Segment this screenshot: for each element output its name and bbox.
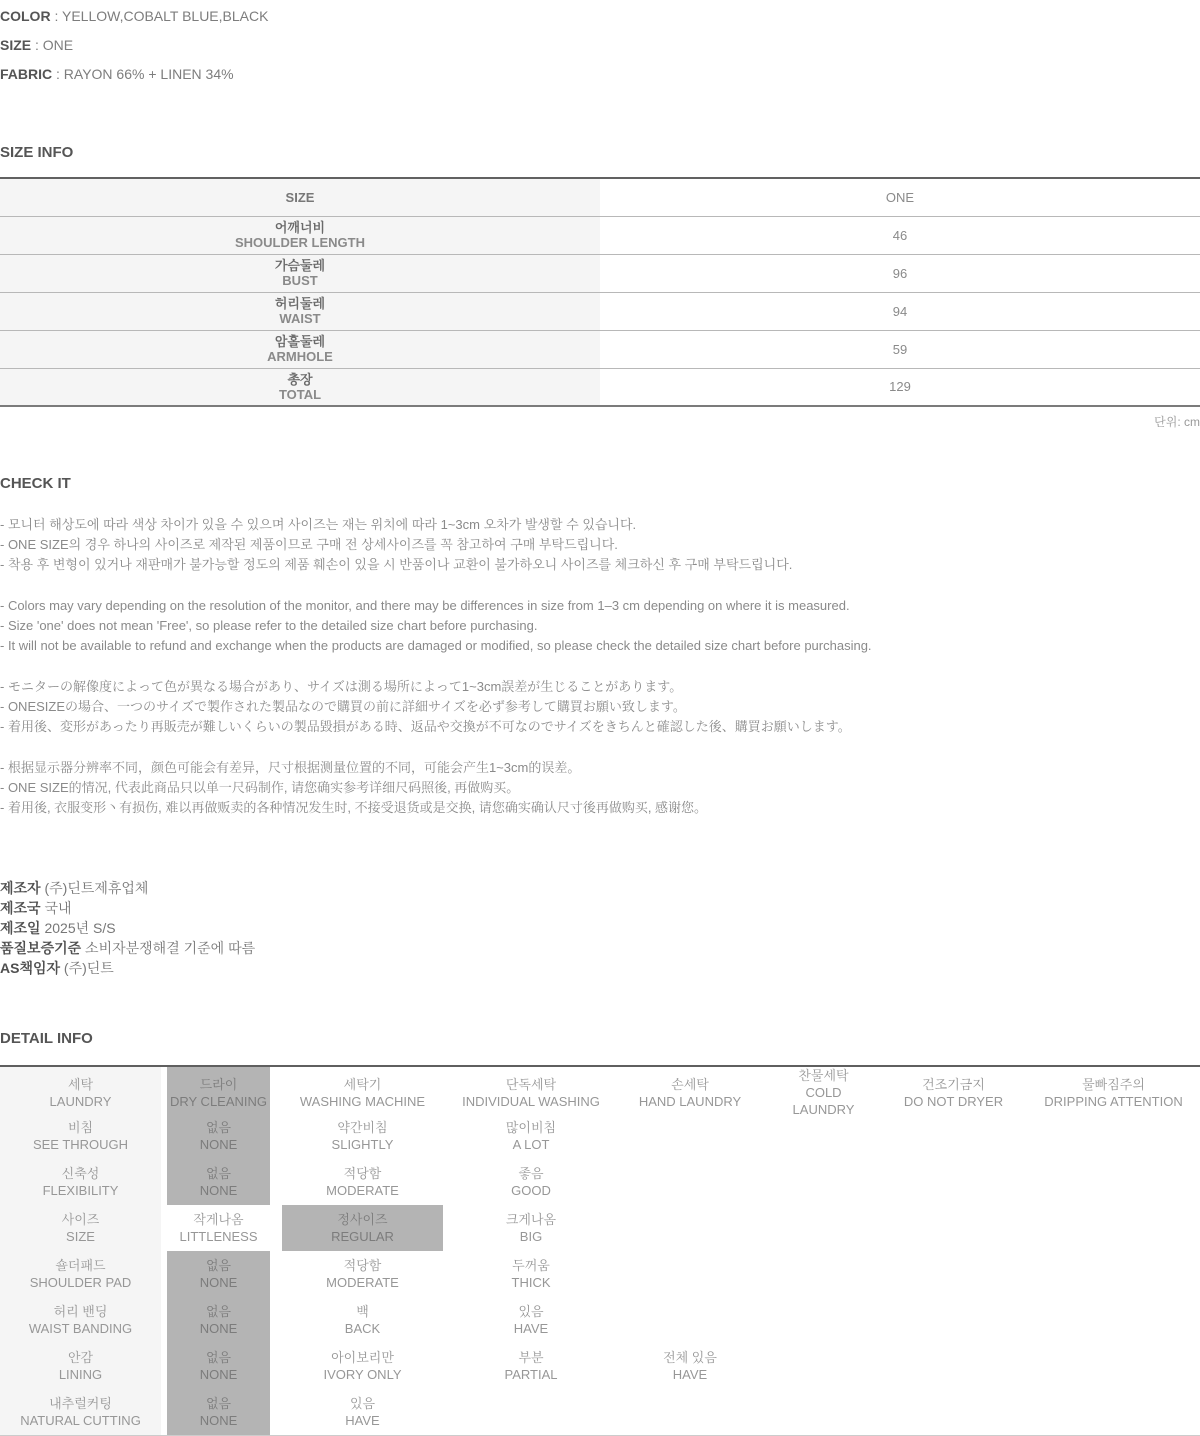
detail-row-label-en: SIZE <box>66 1229 95 1244</box>
detail-option <box>449 1159 613 1205</box>
size-table-header-row <box>0 178 1200 216</box>
manufacturer-row-value: 2025년 S/S <box>40 920 116 936</box>
detail-row-label-en: WAIST BANDING <box>28 1321 133 1336</box>
detail-option-en: REGULAR <box>331 1229 394 1244</box>
detail-option-en: DRY CLEANING <box>169 1093 268 1109</box>
note-line: - モニターの解像度によって色が異なる場合があり、サイズは測る場所によって1~3cm誤差が生じることがあります。 <box>0 679 683 694</box>
size-value: ONE <box>42 37 74 53</box>
measurement-value: 96 <box>892 265 908 281</box>
detail-option-en: WASHING MACHINE <box>299 1093 426 1109</box>
manufacturer-row-label: AS책임자 <box>0 960 61 976</box>
size-table-row <box>0 254 1200 292</box>
detail-option <box>276 1067 449 1118</box>
detail-option <box>276 1159 449 1205</box>
measurement-value: 129 <box>889 379 911 395</box>
detail-option-en: HAVE <box>672 1367 708 1382</box>
measurement-label <box>0 330 600 368</box>
detail-row-label <box>0 1297 161 1343</box>
measurement-label-kr: 총장 <box>287 371 313 387</box>
size-table-header-label: SIZE <box>0 178 600 216</box>
detail-row-label-kr: 세탁 <box>67 1076 94 1092</box>
measurement-value: 94 <box>892 303 908 319</box>
notes-korean <box>0 515 1200 575</box>
note-line: - ONE SIZE의 경우 하나의 사이즈로 제작된 제품이므로 구매 전 상세사이즈를 꼭 참고하여 구매 부탁드립니다. <box>0 537 618 552</box>
manufacturer-row <box>0 898 1200 918</box>
detail-option-kr: 드라이 <box>199 1076 238 1092</box>
detail-option-kr: 세탁기 <box>343 1076 382 1092</box>
note-line: - 착용 후 변형이 있거나 재판매가 불가능할 정도의 제품 훼손이 있을 시 반품이나 교환이 불가하오니 사이즈를 체크하신 후 구매 부탁드립니다. <box>0 557 793 572</box>
detail-option-kr: 적당함 <box>343 1166 382 1181</box>
detail-option-selected <box>161 1113 276 1159</box>
detail-row <box>0 1343 1200 1389</box>
detail-row-label <box>0 1343 161 1389</box>
color-label: COLOR <box>0 8 51 24</box>
check-it-heading: CHECK IT <box>0 475 71 492</box>
detail-option-en: IVORY ONLY <box>323 1367 402 1382</box>
detail-option-selected <box>161 1159 276 1205</box>
measurement-label-kr: 가슴둘레 <box>274 258 326 273</box>
manufacturer-row-label: 품질보증기준 <box>0 940 82 956</box>
detail-option-en: HAVE <box>345 1413 380 1428</box>
detail-option-kr: 있음 <box>518 1304 544 1319</box>
color-line <box>0 8 1200 24</box>
detail-row <box>0 1389 1200 1435</box>
manufacturer-row-value: 국내 <box>40 900 72 916</box>
fabric-value: RAYON 66% + LINEN 34% <box>63 66 234 82</box>
size-table-body <box>0 178 1200 406</box>
detail-option-en: LITTLENESS <box>179 1229 258 1244</box>
detail-row-label-kr: 비침 <box>67 1120 94 1135</box>
detail-option-kr: 단독세탁 <box>505 1076 557 1092</box>
detail-option-en: SLIGHTLY <box>331 1137 394 1152</box>
measurement-label-kr: 허리둘레 <box>274 296 326 311</box>
detail-option-en: GOOD <box>511 1183 551 1198</box>
detail-row <box>0 1297 1200 1343</box>
note-line: - 根据显示器分辨率不同，颜色可能会有差异，尺寸根据测量位置的不同，可能会产生1~3cm的误差。 <box>0 760 581 775</box>
detail-option-kr: 정사이즈 <box>337 1212 388 1227</box>
detail-option-selected <box>276 1205 449 1251</box>
detail-row-label-en: LINING <box>58 1367 103 1382</box>
size-label: SIZE <box>0 37 32 53</box>
detail-option-en: A LOT <box>512 1137 550 1152</box>
detail-row-label <box>0 1159 161 1205</box>
note-line: - Size 'one' does not mean 'Free', so please refer to the detailed size chart before purchasing. <box>0 618 538 633</box>
detail-option-en: NONE <box>199 1137 238 1152</box>
size-table-row <box>0 292 1200 330</box>
detail-option-kr: 많이비침 <box>505 1120 557 1135</box>
color-value: YELLOW,COBALT BLUE,BLACK <box>61 8 269 24</box>
detail-row-label <box>0 1113 161 1159</box>
detail-option-selected <box>161 1251 276 1297</box>
detail-option-kr: 물빠짐주의 <box>1082 1076 1145 1092</box>
detail-option-kr: 있음 <box>349 1396 376 1411</box>
unit-note: 단위: cm <box>1154 415 1200 429</box>
measurement-label <box>0 368 600 406</box>
detail-row-label-kr: 숄더패드 <box>55 1258 106 1273</box>
detail-option-en: NONE <box>199 1275 238 1290</box>
detail-option-en: HAND LAUNDRY <box>638 1093 742 1109</box>
notes-chinese <box>0 758 1200 818</box>
detail-row <box>0 1113 1200 1159</box>
detail-option <box>449 1297 613 1343</box>
size-table-row <box>0 330 1200 368</box>
detail-row-label-kr: 내추럴커팅 <box>49 1396 112 1411</box>
detail-option-selected <box>161 1297 276 1343</box>
detail-row-label <box>0 1205 161 1251</box>
detail-option-kr: 없음 <box>205 1166 232 1181</box>
measurement-label-en: TOTAL <box>278 386 322 402</box>
detail-option-kr: 작게나옴 <box>193 1212 244 1227</box>
detail-option-kr: 전체 있음 <box>663 1350 717 1365</box>
detail-option-selected <box>161 1389 276 1435</box>
detail-option-en: MODERATE <box>326 1275 399 1290</box>
size-table <box>0 177 1200 407</box>
detail-row-label-en: SHOULDER PAD <box>29 1275 132 1290</box>
detail-option-kr: 적당함 <box>343 1258 382 1273</box>
detail-option-en: DO NOT DRYER <box>903 1093 1004 1109</box>
note-line: - ONESIZEの場合、一つのサイズで製作された製品なので購買の前に詳細サイズを必ず参考して購買お願い致します。 <box>0 699 686 714</box>
measurement-value: 46 <box>892 227 908 243</box>
detail-row-label-en: SEE THROUGH <box>32 1137 129 1152</box>
note-line: - Colors may vary depending on the resolution of the monitor, and there may be differences in size from 1–3 cm depending on where it is measured. <box>0 598 850 613</box>
detail-option-en: NONE <box>199 1183 238 1198</box>
detail-option-kr: 없음 <box>205 1350 232 1365</box>
detail-option <box>1027 1067 1200 1118</box>
detail-option-kr: 부분 <box>518 1350 544 1365</box>
detail-row-label-kr: 신축성 <box>61 1166 100 1181</box>
note-line: - ONE SIZE的情况, 代表此商品只以单一尺码制作, 请您确实参考详细尺码照後, 再做购买。 <box>0 780 520 795</box>
measurement-label-en: WAIST <box>279 311 321 326</box>
manufacturer-row <box>0 918 1200 938</box>
measurement-label-en: ARMHOLE <box>267 349 333 364</box>
measurement-label <box>0 216 600 254</box>
measurement-label-en: SHOULDER LENGTH <box>235 235 365 250</box>
detail-row <box>0 1205 1200 1251</box>
detail-row-label-en: FLEXIBILITY <box>42 1183 119 1198</box>
detail-option-kr: 크게나옴 <box>505 1212 557 1227</box>
detail-row-label-en: LAUNDRY <box>49 1093 112 1109</box>
detail-row-label <box>0 1389 161 1435</box>
fabric-line <box>0 66 1200 82</box>
detail-option-en: NONE <box>199 1321 238 1336</box>
detail-option <box>880 1067 1027 1118</box>
manufacturer-row-value: (주)딘트제휴업체 <box>40 880 149 896</box>
note-line: - 모니터 해상도에 따라 색상 차이가 있을 수 있으며 사이즈는 재는 위치에 따라 1~3cm 오차가 발생할 수 있습니다. <box>0 517 637 532</box>
size-info-heading: SIZE INFO <box>0 144 74 161</box>
detail-row-label-kr: 사이즈 <box>61 1212 100 1227</box>
detail-option <box>449 1113 613 1159</box>
measurement-value: 59 <box>892 341 908 357</box>
detail-option-kr: 아이보리만 <box>331 1350 394 1365</box>
manufacturer-row-label: 제조일 <box>0 920 41 936</box>
detail-option <box>276 1389 449 1435</box>
detail-option-kr: 찬물세탁 <box>798 1068 849 1083</box>
detail-option-en: HAVE <box>513 1321 549 1336</box>
detail-option-en: INDIVIDUAL WASHING <box>462 1093 600 1109</box>
fabric-label: FABRIC <box>0 66 53 82</box>
detail-row-label-kr: 허리 밴딩 <box>53 1304 108 1319</box>
notes-english <box>0 596 1200 656</box>
manufacturer-info <box>0 878 1200 978</box>
measurement-label <box>0 254 600 292</box>
detail-option-kr: 없음 <box>205 1258 232 1273</box>
detail-row-label <box>0 1067 161 1118</box>
measurement-label-en: BUST <box>282 273 318 288</box>
detail-option-kr: 약간비침 <box>337 1120 388 1135</box>
detail-option-en: COLD LAUNDRY <box>792 1085 855 1117</box>
detail-row <box>0 1067 1200 1117</box>
detail-option-en: BIG <box>519 1229 543 1244</box>
detail-row-label <box>0 1251 161 1297</box>
manufacturer-row-label: 제조자 <box>0 880 41 896</box>
detail-row-label-kr: 안감 <box>67 1350 94 1365</box>
detail-info-heading: DETAIL INFO <box>0 1030 93 1047</box>
manufacturer-row-value: (주)딘트 <box>60 960 114 976</box>
detail-option <box>449 1251 613 1297</box>
detail-option <box>276 1343 449 1389</box>
size-table-header-value: ONE <box>885 189 915 205</box>
detail-option-kr: 좋음 <box>518 1166 544 1181</box>
detail-option-en: NONE <box>199 1367 238 1382</box>
note-line: - 着用後, 衣服变形丶有损伤, 难以再做贩卖的各种情况发生时, 不接受退货或是交换, 请您确实确认尺寸後再做购买, 感谢您。 <box>0 800 708 815</box>
detail-option-en: BACK <box>344 1321 381 1336</box>
measurement-label-kr: 어깨너비 <box>274 220 326 235</box>
size-line <box>0 37 1200 53</box>
detail-row <box>0 1159 1200 1205</box>
detail-option <box>449 1343 613 1389</box>
detail-option <box>613 1067 767 1118</box>
detail-option <box>449 1205 613 1251</box>
detail-option-selected <box>161 1067 276 1118</box>
detail-option-kr: 손세탁 <box>671 1076 709 1092</box>
manufacturer-row <box>0 878 1200 898</box>
measurement-label-kr: 암홀둘레 <box>274 334 326 349</box>
detail-option <box>613 1343 767 1389</box>
detail-option-en: NONE <box>199 1413 238 1428</box>
detail-option-kr: 없음 <box>205 1304 232 1319</box>
detail-option-kr: 없음 <box>205 1396 232 1411</box>
separator: : <box>56 66 60 82</box>
detail-option-kr: 두꺼움 <box>512 1258 550 1273</box>
size-table-row <box>0 368 1200 406</box>
size-table-row <box>0 216 1200 254</box>
detail-option <box>767 1067 880 1118</box>
separator: : <box>54 8 59 24</box>
detail-option <box>449 1067 613 1118</box>
separator: : <box>35 37 39 53</box>
detail-option-kr: 백 <box>356 1304 369 1319</box>
detail-option-en: PARTIAL <box>504 1367 558 1382</box>
manufacturer-row-label: 제조국 <box>0 900 41 916</box>
detail-option-kr: 건조기금지 <box>922 1076 985 1092</box>
note-line: - 着用後、変形があったり再販売が難しいくらいの製品毀損がある時、返品や交換が不可なのでサイズをきちんと確認した後、購買お願いします。 <box>0 719 851 734</box>
notes-japanese <box>0 677 1200 737</box>
manufacturer-row-value: 소비자분쟁해결 기준에 따름 <box>81 940 256 956</box>
detail-option-en: MODERATE <box>326 1183 399 1198</box>
detail-option-en: THICK <box>511 1275 551 1290</box>
detail-option-en: DRIPPING ATTENTION <box>1044 1093 1183 1109</box>
measurement-label <box>0 292 600 330</box>
detail-row <box>0 1251 1200 1297</box>
detail-option <box>276 1113 449 1159</box>
detail-grid <box>0 1065 1200 1436</box>
detail-option <box>276 1297 449 1343</box>
detail-option-kr: 없음 <box>205 1120 232 1135</box>
detail-option-selected <box>161 1343 276 1389</box>
manufacturer-row <box>0 958 1200 978</box>
manufacturer-row <box>0 938 1200 958</box>
detail-row-label-en: NATURAL CUTTING <box>20 1413 141 1428</box>
product-spec-summary <box>0 8 1200 82</box>
detail-option <box>276 1251 449 1297</box>
note-line: - It will not be available to refund and exchange when the products are damaged or modified, so please check the detailed size chart before purchasing. <box>0 638 872 653</box>
detail-option <box>161 1205 276 1251</box>
